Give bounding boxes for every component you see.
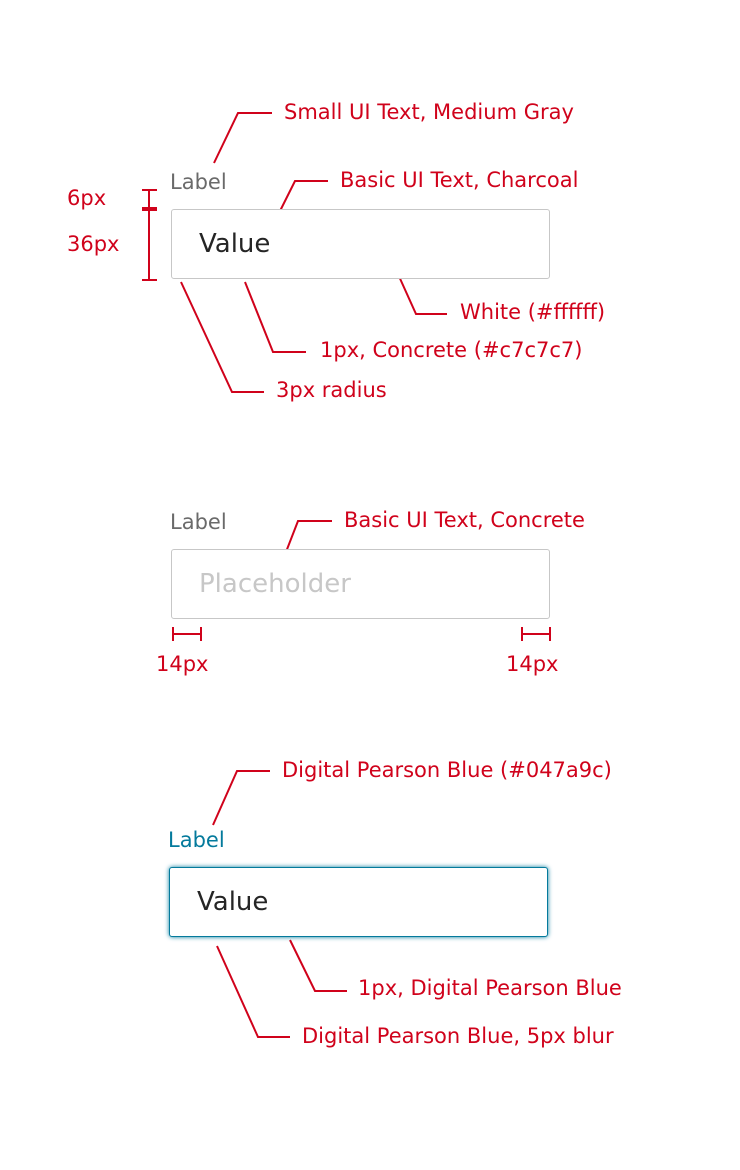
leader-border <box>245 282 306 352</box>
leader-label-color <box>213 771 270 825</box>
leader-glow <box>217 946 290 1037</box>
annotation-border: 1px, Concrete (#c7c7c7) <box>320 338 583 362</box>
field-label: Label <box>170 510 227 534</box>
input-value: Value <box>199 229 271 259</box>
annotation-label-style: Small UI Text, Medium Gray <box>284 100 574 124</box>
annotation-left-padding: 14px <box>156 652 209 676</box>
annotation-placeholder-style: Basic UI Text, Concrete <box>344 508 585 532</box>
annotation-right-padding: 14px <box>506 652 559 676</box>
field-label: Label <box>170 170 227 194</box>
annotation-value-style: Basic UI Text, Charcoal <box>340 168 579 192</box>
text-input-focused[interactable] <box>169 867 548 937</box>
text-input-placeholder[interactable] <box>171 549 550 619</box>
annotation-background: White (#ffffff) <box>460 300 606 324</box>
input-placeholder: Placeholder <box>199 569 351 599</box>
text-input-default[interactable] <box>171 209 550 279</box>
annotation-focus-border: 1px, Digital Pearson Blue <box>358 976 622 1000</box>
input-value: Value <box>197 887 269 917</box>
annotation-field-height: 36px <box>67 232 120 256</box>
annotation-label-color: Digital Pearson Blue (#047a9c) <box>282 758 612 782</box>
leader-focus-border <box>290 940 347 991</box>
annotation-glow: Digital Pearson Blue, 5px blur <box>302 1024 614 1048</box>
leader-label-style <box>214 113 272 163</box>
annotation-label-gap: 6px <box>67 186 107 210</box>
annotation-radius: 3px radius <box>276 378 387 402</box>
field-label-focused: Label <box>168 828 225 852</box>
